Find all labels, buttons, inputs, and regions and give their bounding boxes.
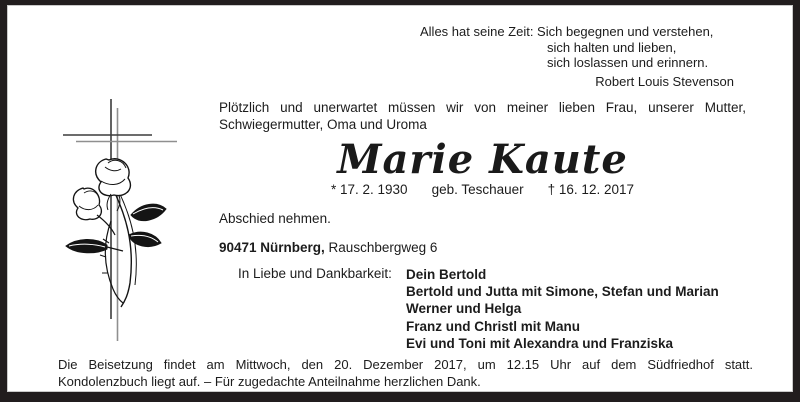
mourner-line: Dein Bertold bbox=[406, 267, 487, 282]
birth-date: * 17. 2. 1930 bbox=[331, 182, 408, 197]
funeral-info-line: Die Beisetzung findet am Mittwoch, den 20. Dezember 2017, um 12.15 Uhr auf dem Südfriedhof statt. bbox=[58, 357, 753, 372]
funeral-info bbox=[58, 356, 753, 390]
farewell-line: Abschied nehmen. bbox=[219, 211, 331, 226]
rose-blossom-upper bbox=[96, 159, 131, 211]
quote-author: Robert Louis Stevenson bbox=[595, 74, 734, 89]
quote-line: sich halten und lieben, bbox=[547, 39, 677, 55]
intro-line: Plötzlich und unerwartet müssen wir von meiner lieben Frau, unserer Mutter, bbox=[219, 100, 746, 115]
death-date: † 16. 12. 2017 bbox=[547, 182, 634, 197]
maiden-name: geb. Teschauer bbox=[431, 182, 524, 197]
intro-line: Schwiegermutter, Oma und Uroma bbox=[219, 117, 427, 132]
deceased-name: Marie Kaute bbox=[337, 136, 628, 183]
life-dates bbox=[219, 182, 746, 197]
street: Rauschbergweg 6 bbox=[324, 240, 438, 255]
deceased-block bbox=[219, 136, 746, 197]
quote-line: sich loslassen und erinnern. bbox=[547, 55, 709, 70]
mourners-label: In Liebe und Dankbarkeit: bbox=[238, 266, 392, 281]
mourner-line: Bertold und Jutta mit Simone, Stefan und Marian bbox=[406, 284, 719, 300]
mourner-line: Werner und Helga bbox=[406, 301, 522, 317]
funeral-info-line: Kondolenzbuch liegt auf. – Für zugedachte Anteilnahme herzlichen Dank. bbox=[58, 374, 481, 389]
mourners-list bbox=[406, 266, 756, 352]
epigraph-quote bbox=[420, 24, 736, 90]
mourner-line: Franz und Christl mit Manu bbox=[406, 318, 580, 334]
quote-line: Alles hat seine Zeit: Sich begegnen und verstehen, bbox=[420, 24, 714, 39]
obituary-paper bbox=[7, 5, 793, 392]
postal-city: 90471 Nürnberg, bbox=[219, 240, 325, 255]
mourner-line: Evi und Toni mit Alexandra und Franziska bbox=[406, 335, 674, 351]
cross-with-rose-illustration bbox=[53, 93, 185, 351]
address-line bbox=[219, 240, 437, 255]
intro-paragraph bbox=[219, 99, 746, 133]
